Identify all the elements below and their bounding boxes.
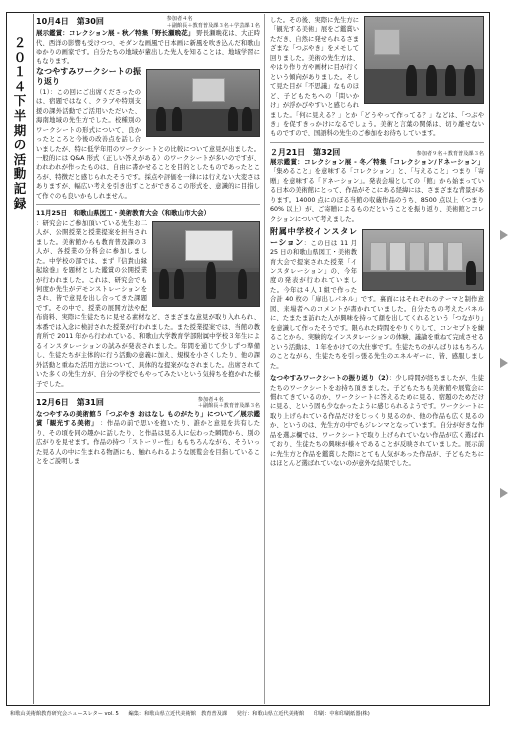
oct4-date: 10月4日 第30回 bbox=[36, 17, 104, 26]
nov25-date: 11月25日 和歌山県図工・美術教育大会（和歌山市大会） bbox=[36, 209, 211, 218]
footer-newsletter: 和歌山美術館教育研究会ニュースレター vol. 5 bbox=[10, 711, 119, 717]
footer-publisher: 発行：和歌山県立近代美術館 bbox=[236, 711, 305, 717]
section-worksheet-review-2 bbox=[270, 374, 484, 469]
nov25-photo bbox=[152, 221, 260, 307]
dec6-date: 12月6日 第31回 bbox=[36, 397, 104, 407]
arrow-right-icon bbox=[500, 358, 508, 368]
fuzoku-body: ：この日は 11 月 25 日の和歌山県図工・美術教育大会で提案された授業「インスタレーション」の、今年度の発表が行われていました。今年は４人１組で作った合計 40 枚の「扉出しパネル」です。裏面にはそれぞれのテーマと制作意図、来場者へのコメントが書かれていました。自分たちの考えたパネルに、たまたま訪れた人が興味を持って顔を出してくれるという「つながり」を意識して作ったそうです。限られた時間をやりくりして、コンセプトを練ることから、実験的なインスタレーションの体験、議論を重ねて完成させるという活動は、１年をかけての大仕事です。生徒たちのがんばりはもちろんのことながら、生徒たちを引っ張る先生のエネルギーに、皆、感服しました。 bbox=[270, 239, 484, 370]
arrow-right-icon bbox=[500, 230, 508, 240]
dec6-continued-body: した。その後、実際に先生方に「観光する美術」展をご鑑賞いただき、自然に発せられるさまざまな「つぶやき」をメモして回りました。美術の先生方は、やはり作り方や画材に目が行くという傾向がありました。そして見た目が「不思議」なものほど、子どもたちへの「問いかけ」が浮かびやすいと感じられました。「何に見える？」とか「どうやって作ってる？」などは、「つぶやき」を促すきっかけになるでしょう。美術と言葉の関係は、切り離せないものですので、国語科の先生のご参加をお待ちしています。 bbox=[270, 17, 484, 138]
separator bbox=[36, 392, 260, 393]
footer-printer: 印刷：中和印刷紙器(株) bbox=[313, 711, 370, 717]
feb21-title: 展示鑑賞：コレクション展 - 冬／特集「コレクション/ドネーション」 bbox=[270, 157, 484, 166]
oct4-worksheet-heading: なつやすみワークシートの振り返り bbox=[36, 66, 141, 87]
worksheet-review-body: ：少し時間が経ちましたが、生徒たちのワークシートをお持ち頂きました。子どもたちも美術館や展覧会に慣れてきているのか、ワークシートに答えるために見る、宿題のためだけに見る、という固も少なかったように感じられるようです。ワークシートに取り上げられている作品だけをじっくり見るのか、他の作品も広く見るのか、というのは、先生方の中でもジレンマとなっています。自分が好きな作品を選ぶ欄では、ワークシートで取り上げられていない作品が広く選ばれており、生徒たちの興味が様々であることが反映されていました。展示前に先生方と作品を鑑賞した際にとても人気があった作品が、子どもたちにはほとんど選ばれていないのが意外な結果でした。 bbox=[270, 375, 485, 468]
oct4-photo bbox=[146, 69, 260, 137]
section-dec6-continued bbox=[270, 16, 484, 139]
section-dec6 bbox=[36, 397, 260, 467]
feb21-body: 「集めること」を意味する「コレクション」と、「与えること」つまり「寄贈」を意味する「ドネーション」。発表会場としての「館」から始まっている日本の美術館にとって、作品がそこにある経緯には、さまざまな背景があります。14000 点にのぼる当館の収蔵作品のうち、8500 点以上（つまり 60% 以上）が、ご寄贈によるものだということを振り返り、美術館とコレクションについて考えました。 bbox=[270, 168, 484, 223]
dec6-photo bbox=[364, 16, 484, 104]
section-fuzoku bbox=[270, 227, 484, 371]
separator bbox=[270, 142, 484, 143]
dec6-attendees-extra: ＋副館長＋教育普及課３名 bbox=[197, 403, 260, 410]
dec6-attendees: 参加者４名 bbox=[197, 396, 224, 403]
arrow-right-icon bbox=[500, 488, 508, 498]
left-column bbox=[36, 16, 260, 467]
oct4-worksheet-body: （1）：この回にご出席くださったのは、宿題ではなく、クラブや特別支援の課外活動でご活用いただいた、海南地域の先生方でした。校種別のワークシートの形式について、良かったところと今後の改善点を話し合いましたが、特に低学年用のワークシートとの比較について意見が出ました。一般的には Q&A 形式（正しい答えがある）のワークシートが多いのですが、われわれが作ったものは、自由に書かせることを目的としたものであったところが、特徴だと感じられたそうです。採点や評価を一律には行えない大変さはありますが、幅広い考えを引き出すことができるこの形式を、意識的に目指して作ぐのも良いかもしれません。 bbox=[36, 88, 260, 200]
nov25-body: ：研究会にご参加頂いている先生お二人が、公開授業と授業提案を担当されました。美術館からも教育普及課の３人が、各授業の分科会に参加しました。中学校の部では、まず『信貴山縁起絵巻』を題材とした鑑賞の公開授業が行われました。これは、研究会でも何度か先生がデモンストレーションをされ、皆で意見を出し合ってきた課題です。その中で、授業の展開方法や配布資料、実際に生徒たちに見せる素材など、さまざまな意見が取り入れられ、本番では入念に検討された授業が行われました。また授業提案では、当館の教育所で 2011 年から行われている、和歌山大学教育学部附属中学校３年生によるインスタレーションの試みが発表されました。年間を通じて少しずつ準備し、生徒たちが主体的に行う活動の意義に加え、規模を小さくしたり、他の課外活動と重ねた活用方法について、具体的な提案がなされました。出席されていた多くの先生方が、自分の学校でもやってみたいという気持ちを抱かれた様子でした。 bbox=[36, 219, 260, 388]
section-oct4 bbox=[36, 16, 260, 201]
feb21-date: ２月21日 第32回 bbox=[270, 147, 341, 157]
vertical-title: ２０１４下半期の活動記録 bbox=[13, 35, 27, 211]
right-column bbox=[270, 16, 484, 469]
worksheet-review-heading: なつやすみワークシートの振り返り（2） bbox=[270, 374, 390, 382]
footer-editor: 編集：和歌山県立近代美術館 教育普及課 bbox=[128, 711, 228, 717]
fuzoku-photo bbox=[362, 229, 484, 291]
dec6-title: なつやすみの美術館５「つぶやき おはなし ものがたり」について／展示鑑賞「観光する美術」 bbox=[36, 409, 260, 428]
separator bbox=[36, 204, 260, 205]
fuzoku-heading: 附属中学校インスタレーション bbox=[270, 227, 357, 247]
footer bbox=[10, 711, 490, 718]
section-nov25 bbox=[36, 209, 260, 389]
title-divider bbox=[33, 14, 34, 704]
section-feb21 bbox=[270, 147, 484, 224]
oct4-body: 野長瀬晩花は、大正時代、西洋の影響も受けつつ、モダンな画風で日本画に新風を吹き込んだ和歌山ゆかりの画家です。自分たちの地域が輩出した先人を知ることは、地域学習にもなります。 bbox=[36, 30, 260, 66]
oct4-title: 展示鑑賞：コレクション展 - 秋／特集「野长瀬晩花」 bbox=[36, 29, 195, 37]
feb21-attendees: 参加者９名＋教育普及課３名 bbox=[416, 151, 484, 158]
oct4-attendees-extra: ＋副館長＋教育普及課３名＋学芸課１名 bbox=[166, 22, 260, 29]
column-divider bbox=[264, 14, 265, 704]
dec6-body: ：作品の前で思いを抱いたり、誰かと意見を共有したり、その頃を同の趣かに話したり、と作品は見る人に伝わった瞬間から、別の広がりを見せます。作品の持つ「ストーリー性」ももちろんながら、そういった見る人の中に生まれる物語にも、触れられるような展覧会を目指していることをご説明しま bbox=[36, 420, 261, 466]
oct4-attendees: 参加者４名 bbox=[166, 16, 193, 22]
